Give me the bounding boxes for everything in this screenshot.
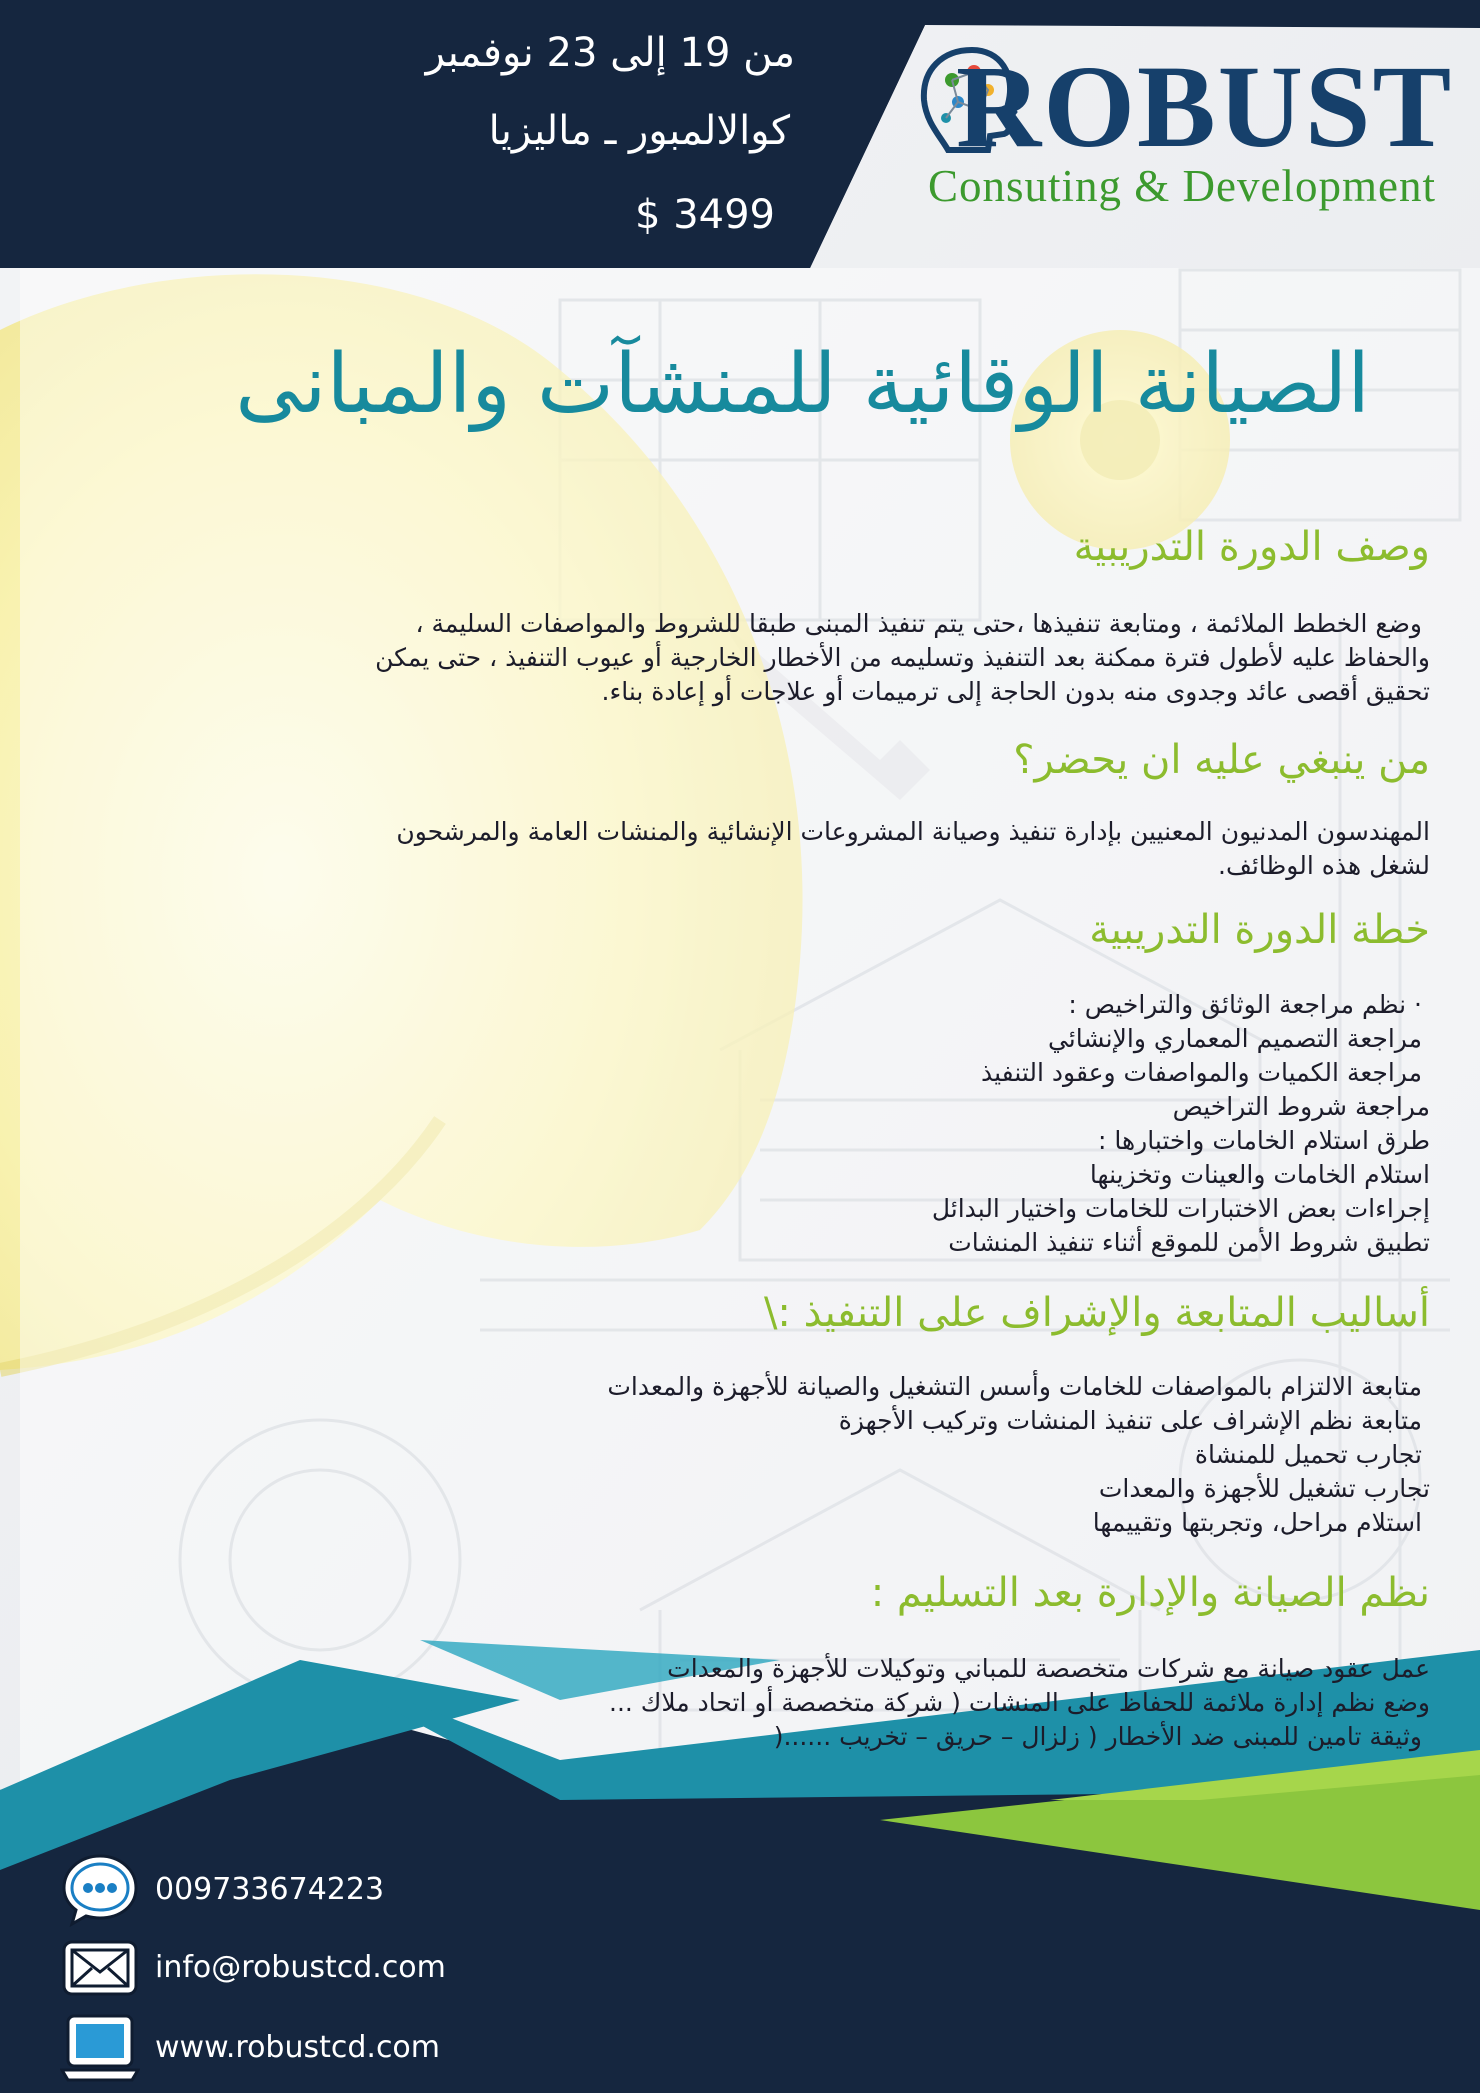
list-item: تطبيق شروط الأمن للموقع أثناء تنفيذ المنشات — [948, 1228, 1430, 1257]
section-maintenance-heading: نظم الصيانة والإدارة بعد التسليم : — [870, 1570, 1430, 1616]
list-item: متابعة نظم الإشراف على تنفيذ المنشات وتركيب الأجهزة — [838, 1406, 1422, 1435]
list-item: مراجعة الكميات والمواصفات وعقود التنفيذ — [981, 1058, 1422, 1087]
envelope-icon — [60, 1930, 140, 2006]
laptop-icon — [60, 2010, 140, 2086]
section-audience-body — [170, 815, 1430, 883]
list-item: وثيقة تامين للمبنى ضد الأخطار ( زلزال – حريق – تخريب ......( — [773, 1722, 1422, 1751]
event-location: كوالالمبور ـ ماليزيا — [488, 108, 790, 154]
section-maintenance-body — [170, 1652, 1430, 1754]
section-plan-body — [170, 988, 1430, 1260]
text-line: المهندسون المدنيون المعنيين بإدارة تنفيذ وصيانة المشروعات الإنشائية والمنشات العامة والمرشحون — [396, 817, 1430, 846]
section-description-body — [170, 607, 1430, 709]
text-line: والحفاظ عليه لأطول فترة ممكنة بعد التنفيذ وتسليمه من الأخطار الخارجية أو عيوب التنفيذ ، حتى يمكن — [375, 643, 1430, 672]
section-supervision-body — [170, 1370, 1430, 1540]
contact-email — [60, 1930, 660, 2010]
section-supervision-heading: أساليب المتابعة والإشراف على التنفيذ :\ — [763, 1290, 1430, 1336]
list-item: متابعة الالتزام بالمواصفات للخامات وأسس التشغيل والصيانة للأجهزة والمعدات — [607, 1372, 1422, 1401]
list-item: مراجعة التصميم المعماري والإنشائي — [1047, 1024, 1422, 1053]
section-description-heading: وصف الدورة التدريبية — [1073, 524, 1430, 570]
list-item: مراجعة شروط التراخيص — [1172, 1092, 1430, 1121]
text-line: لشغل هذه الوظائف. — [1218, 851, 1430, 880]
list-item: إجراءات بعض الاختبارات للخامات واختيار البدائل — [931, 1194, 1430, 1223]
text-line: تحقيق أقصى عائد وجدوى منه بدون الحاجة إلى ترميمات أو علاجات أو إعادة بناء. — [601, 677, 1430, 706]
list-item: تجارب تشغيل للأجهزة والمعدات — [1098, 1474, 1430, 1503]
event-dates: من 19 إلى 23 نوفمبر — [425, 30, 795, 76]
list-item: استلام الخامات والعينات وتخزينها — [1089, 1160, 1430, 1189]
section-audience-heading: من ينبغي عليه ان يحضر؟ — [1013, 737, 1430, 783]
contact-phone — [60, 1852, 660, 1932]
list-item: تجارب تحميل للمنشاة — [1194, 1440, 1422, 1469]
contact-website — [60, 2010, 660, 2090]
text-line: وضع الخطط الملائمة ، ومتابعة تنفيذها ،حتى يتم تنفيذ المبنى طبقا للشروط والمواصفات السليمة ، — [415, 609, 1422, 638]
chat-bubble-icon — [60, 1852, 140, 1928]
list-item: · نظم مراجعة الوثائق والتراخيص : — [1068, 990, 1422, 1019]
website-url[interactable]: www.robustcd.com — [155, 2030, 441, 2065]
list-item: استلام مراحل، وتجربتها وتقييمها — [1092, 1508, 1422, 1537]
course-title: الصيانة الوقائية للمنشآت والمبانى — [235, 337, 1370, 432]
email-address[interactable]: info@robustcd.com — [155, 1950, 446, 1985]
brand-name: ROBUST — [956, 41, 1454, 172]
brand-tagline: Consuting & Development — [928, 161, 1436, 211]
list-item: وضع نظم إدارة ملائمة للحفاظ على المنشات ( شركة متخصصة أو اتحاد ملاك ... — [609, 1688, 1430, 1717]
list-item: طرق استلام الخامات واختبارها : — [1097, 1126, 1430, 1155]
section-plan-heading: خطة الدورة التدريبية — [1089, 907, 1430, 953]
list-item: عمل عقود صيانة مع شركات متخصصة للمباني وتوكيلات للأجهزة والمعدات — [667, 1654, 1430, 1683]
phone-number: 009733674223 — [155, 1872, 385, 1907]
event-price: $ 3499 — [635, 192, 775, 238]
